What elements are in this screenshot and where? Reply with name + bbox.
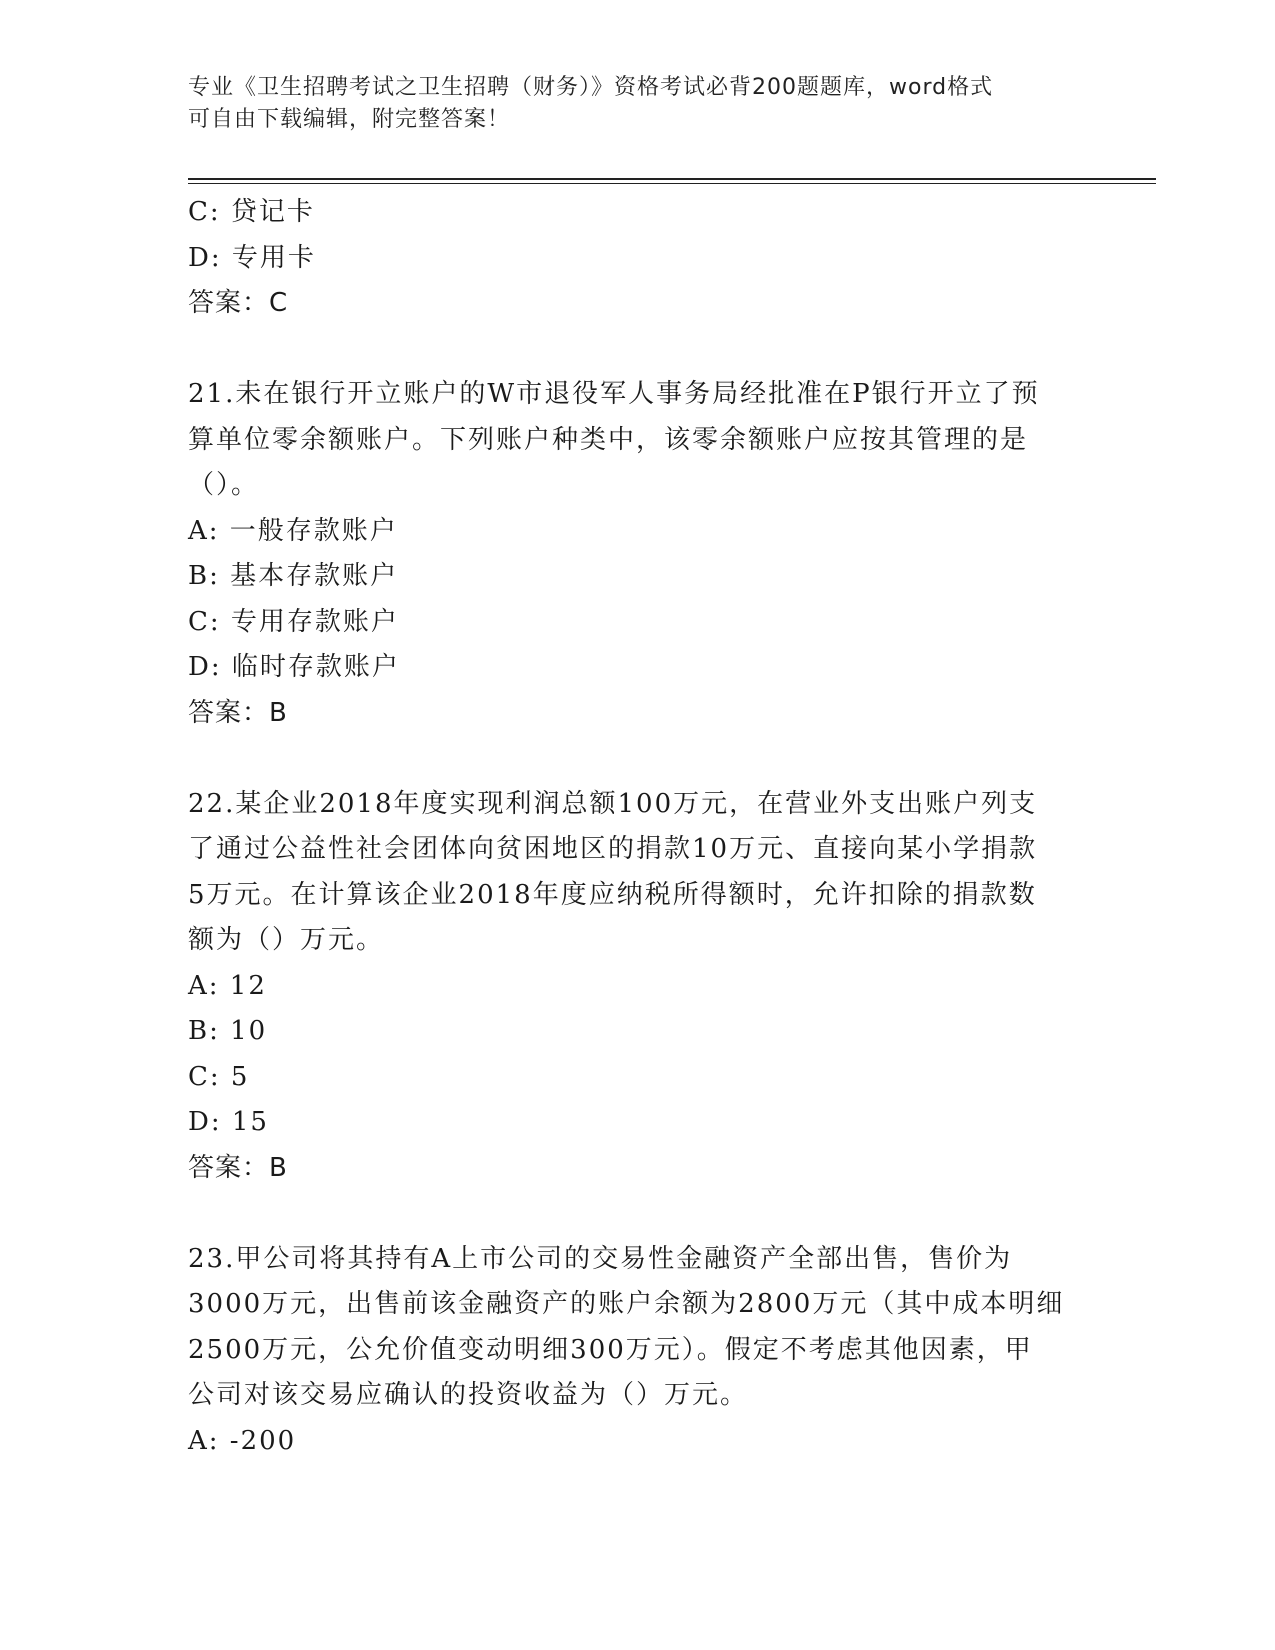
option-b: B: 10	[188, 1016, 268, 1046]
question-stem-line: 算单位零余额账户。下列账户种类中，该零余额账户应按其管理的是	[188, 424, 1029, 455]
page-header	[188, 72, 1088, 136]
question-stem-line: 21.未在银行开立账户的W市退役军人事务局经批准在P银行开立了预	[188, 379, 1040, 409]
option-b: B: 基本存款账户	[188, 561, 399, 591]
option-c: C: 专用存款账户	[188, 606, 399, 637]
question-stem-line: 公司对该交易应确认的投资收益为（）万元。	[188, 1380, 749, 1410]
option-d: D: 临时存款账户	[188, 652, 400, 682]
question-stem-line: 额为（）万元。	[188, 925, 385, 955]
spacer	[188, 1191, 1108, 1237]
option-a: A: 12	[188, 970, 267, 1001]
question-stem-line: 5万元。在计算该企业2018年度应纳税所得额时，允许扣除的捐款数	[188, 879, 1037, 910]
answer: 答案：C	[188, 288, 289, 318]
option-d: D: 15	[188, 1107, 269, 1137]
option-d: D: 专用卡	[188, 242, 316, 273]
spacer	[188, 736, 1108, 782]
question-20-tail	[188, 190, 1108, 327]
answer: 答案：B	[188, 697, 288, 728]
question-stem-line: 23.甲公司将其持有A上市公司的交易性金融资产全部出售，售价为	[188, 1243, 1013, 1274]
question-stem-line: 22.某企业2018年度实现利润总额100万元，在营业外支出账户列支	[188, 788, 1038, 819]
option-c: C: 5	[188, 1061, 250, 1092]
question-stem-line: 2500万元，公允价值变动明细300万元）。假定不考虑其他因素，甲	[188, 1334, 1033, 1365]
option-a: A: 一般存款账户	[188, 515, 398, 546]
question-23	[188, 1237, 1108, 1465]
answer: 答案：B	[188, 1152, 288, 1183]
question-content	[188, 190, 1108, 1464]
question-22	[188, 782, 1108, 1192]
option-c: C: 贷记卡	[188, 197, 315, 227]
question-stem-line: 了通过公益性社会团体向贫困地区的捐款10万元、直接向某小学捐款	[188, 834, 1038, 864]
option-a: A: -200	[188, 1425, 297, 1456]
header-line-1: 专业《卫生招聘考试之卫生招聘（财务）》资格考试必背200题题库，word格式	[188, 75, 994, 100]
header-line-2: 可自由下载编辑，附完整答案！	[188, 107, 511, 132]
header-divider	[188, 178, 1156, 184]
question-stem-line: （）。	[188, 470, 260, 500]
question-21	[188, 372, 1108, 736]
spacer	[188, 327, 1108, 373]
question-stem-line: 3000万元，出售前该金融资产的账户余额为2800万元（其中成本明细	[188, 1289, 1065, 1319]
